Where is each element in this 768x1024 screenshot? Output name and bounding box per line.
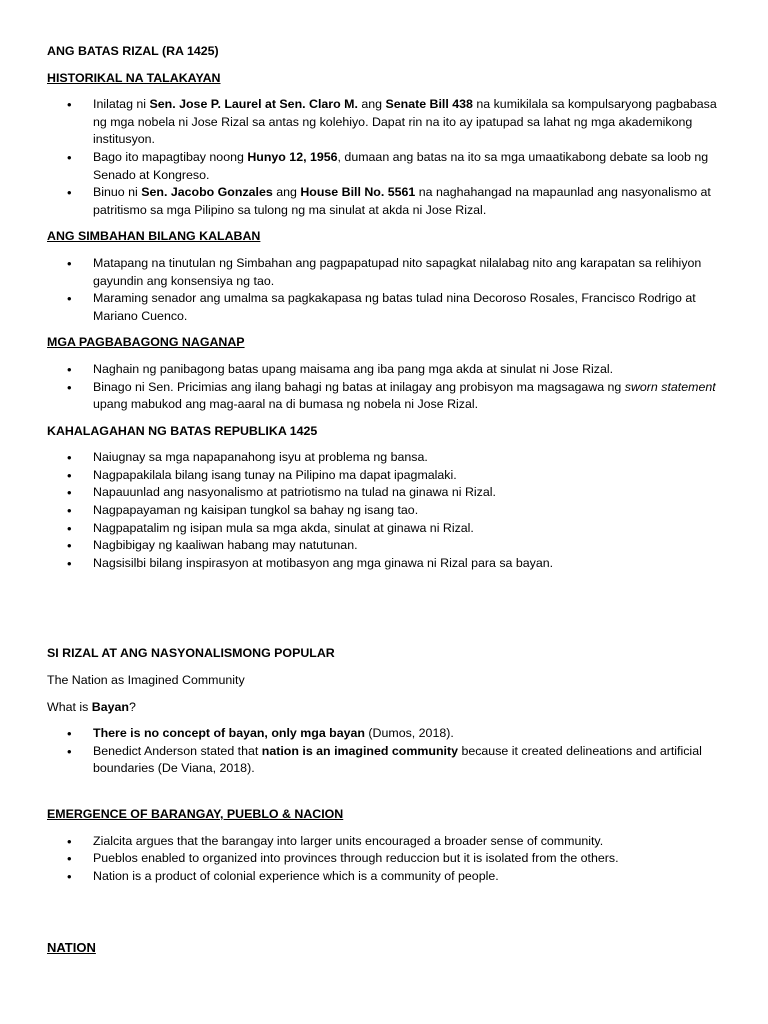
bold-text: Bayan: [91, 699, 129, 714]
text-run: Inilatag ni: [93, 97, 150, 112]
list-item: [47, 255, 727, 290]
section-heading-simbahan: ANG SIMBAHAN BILANG KALABAN: [47, 229, 261, 244]
text-run: Benedict Anderson stated that: [93, 743, 262, 758]
list-item: [47, 484, 727, 502]
subtitle-imagined-community: The Nation as Imagined Community: [47, 673, 245, 688]
text-run: ?: [128, 699, 136, 714]
bold-text: Hunyo 12, 1956: [247, 149, 338, 164]
text-run: na kumikilala sa kompulsaryong pagbabasa ng mga nobela ni Jose Rizal sa antas ng kolehiyo. Dapat rin na ito ay ipatupad sa lahat ng mga akademikong institusyon.: [93, 97, 717, 147]
list-item: [47, 361, 727, 379]
list-item: [47, 725, 727, 743]
list-bayan: [47, 725, 727, 778]
section-heading-historikal: HISTORIKAL NA TALAKAYAN: [47, 70, 221, 85]
list-item: [47, 537, 727, 555]
bullet-icon: •: [67, 379, 72, 395]
bold-text: Sen. Jacobo Gonzales: [141, 185, 273, 200]
list-item: [47, 290, 727, 325]
text-run: ang: [357, 97, 386, 112]
list-item: [47, 96, 727, 149]
italic-text: sworn statement: [624, 379, 716, 394]
list-kahalagahan: [47, 449, 727, 572]
text-run: Bago ito mapagtibay noong: [93, 149, 248, 164]
list-item: [47, 467, 727, 485]
text-run: Maraming senador ang umalma sa pagkakapasa ng batas tulad nina Decoroso Rosales, Francisco Rodrigo at Mariano Cuenco.: [93, 291, 696, 323]
bullet-icon: •: [67, 97, 72, 113]
text-run: Nagsisilbi bilang inspirasyon at motibasyon ang mga ginawa ni Rizal para sa bayan.: [93, 555, 554, 570]
list-item: [47, 449, 727, 467]
section-heading-kahalagahan: KAHALAGAHAN NG BATAS REPUBLIKA 1425: [47, 423, 318, 438]
bullet-icon: •: [67, 726, 72, 742]
bullet-icon: •: [67, 520, 72, 536]
list-emergence: [47, 833, 727, 886]
text-run: Matapang na tinutulan ng Simbahan ang pagpapatupad nito sapagkat nilalabag nito ang karapatan sa relihiyon gayundin ang konsensiya ng tao.: [93, 255, 702, 288]
bullet-icon: •: [67, 361, 72, 377]
bold-text: There is no concept of bayan, only mga bayan: [93, 726, 365, 741]
text-run: because it created delineations and artificial boundaries (De Viana, 2018).: [93, 743, 702, 776]
text-run: Nagbibigay ng kaaliwan habang may natutunan.: [93, 538, 358, 553]
text-run: What is: [47, 699, 92, 714]
list-item: [47, 868, 727, 886]
text-run: Naiugnay sa mga napapanahong isyu at problema ng bansa.: [93, 450, 428, 465]
text-run: Napauunlad ang nasyonalismo at patriotismo na tulad na ginawa ni Rizal.: [93, 485, 496, 500]
text-run: , dumaan ang batas na ito sa mga umaatikabong debate sa loob ng Senado at Kongreso.: [93, 149, 709, 182]
text-run: Nagpapatalim ng isipan mula sa mga akda, sinulat at ginawa ni Rizal.: [93, 520, 474, 535]
list-item: [47, 833, 727, 851]
text-run: Binuo ni: [93, 185, 142, 200]
text-run: na naghahangad na mapaunlad ang nasyonalismo at patritismo sa mga Pilipino sa tulong ng ma sinulat at akda ni Jose Rizal.: [93, 185, 711, 217]
document-title: ANG BATAS RIZAL (RA 1425): [47, 44, 219, 58]
bullet-icon: •: [67, 833, 72, 849]
list-item: [47, 502, 727, 520]
text-run: Pueblos enabled to organized into provinces through reduccion but it is isolated from the others.: [93, 851, 619, 866]
text-run: Nagpapakilala bilang isang tunay na Pilipino ma dapat ipagmalaki.: [93, 467, 457, 482]
text-run: Naghain ng panibagong batas upang maisama ang iba pang mga akda at sinulat ni Jose Rizal.: [93, 361, 614, 376]
list-item: [47, 520, 727, 538]
bullet-icon: •: [67, 868, 72, 884]
bullet-icon: •: [67, 743, 72, 759]
text-run: Nagpapayaman ng kaisipan tungkol sa bahay ng isang tao.: [93, 503, 419, 518]
question-bayan: [47, 699, 727, 717]
list-pagbabago: [47, 361, 727, 414]
bold-text: Senate Bill 438: [385, 97, 473, 112]
bold-text: nation is an imagined community: [261, 743, 458, 758]
list-item: [47, 379, 727, 414]
bullet-icon: •: [67, 149, 72, 165]
text-run: (Dumos, 2018).: [364, 726, 454, 741]
section-heading-emergence: EMERGENCE OF BARANGAY, PUEBLO & NACION: [47, 807, 344, 821]
text-run: Zialcita argues that the barangay into larger units encouraged a broader sense of community.: [93, 833, 604, 848]
list-item: [47, 850, 727, 868]
bullet-icon: •: [67, 485, 72, 501]
text-run: Nation is a product of colonial experience which is a community of people.: [93, 868, 499, 883]
bullet-icon: •: [67, 255, 72, 271]
bullet-icon: •: [67, 538, 72, 554]
bullet-icon: •: [67, 450, 72, 466]
list-item: [47, 743, 727, 778]
list-item: [47, 555, 727, 573]
list-item: [47, 184, 727, 219]
bold-text: House Bill No. 5561: [300, 185, 416, 200]
bullet-icon: •: [67, 851, 72, 867]
section-heading-pagbabago: MGA PAGBABAGONG NAGANAP: [47, 335, 245, 350]
document-page: [47, 43, 727, 957]
list-historikal: [47, 96, 727, 219]
text-run: Binago ni Sen. Pricimias ang ilang bahagi ng batas at inilagay ang probisyon ma magsagawa ng: [93, 379, 625, 394]
bullet-icon: •: [67, 185, 72, 201]
bullet-icon: •: [67, 555, 72, 571]
bullet-icon: •: [67, 503, 72, 519]
list-item: [47, 149, 727, 184]
section-heading-nation: NATION: [47, 940, 96, 956]
section-heading-nasyonalismo: SI RIZAL AT ANG NASYONALISMONG POPULAR: [47, 646, 335, 661]
text-run: ang: [272, 185, 301, 200]
bullet-icon: •: [67, 467, 72, 483]
bullet-icon: •: [67, 291, 72, 307]
list-simbahan: [47, 255, 727, 325]
bold-text: Sen. Jose P. Laurel at Sen. Claro M.: [149, 97, 358, 112]
text-run: upang mabukod ang mag-aaral na di bumasa ng nobela ni Jose Rizal.: [93, 397, 479, 412]
